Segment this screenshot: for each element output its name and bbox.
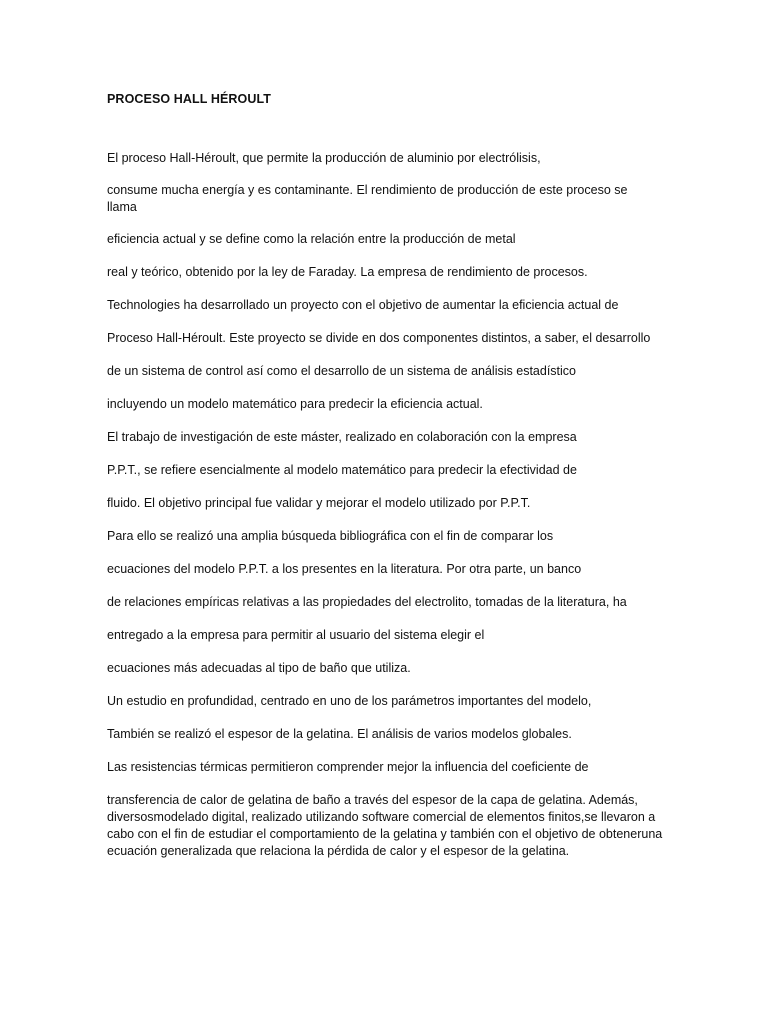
paragraph-line: P.P.T., se refiere esencialmente al modelo matemático para predecir la efectividad de — [107, 463, 577, 477]
paragraph-line: incluyendo un modelo matemático para predecir la eficiencia actual. — [107, 397, 483, 411]
paragraph-line: fluido. El objetivo principal fue validar y mejorar el modelo utilizado por P.P.T. — [107, 496, 531, 510]
paragraph-line: eficiencia actual y se define como la relación entre la producción de metal — [107, 232, 516, 246]
paragraph-block: transferencia de calor de gelatina de baño a través del espesor de la capa de gelatina. Además, diversosmodelado digital, realizado utilizando software comercial de elementos finitos,se llevaron a cabo con el fin de estudiar el comportamiento de la gelatina y también con el objetivo de obteneruna ecuación generalizada que relaciona la pérdida de calor y el espesor de la gelatina. — [107, 793, 663, 858]
document-title: PROCESO HALL HÉROULT — [107, 92, 272, 106]
paragraph-line: real y teórico, obtenido por la ley de Faraday. La empresa de rendimiento de procesos. — [107, 265, 588, 279]
paragraph-line: Un estudio en profundidad, centrado en uno de los parámetros importantes del modelo, — [107, 694, 592, 708]
paragraph-line: Para ello se realizó una amplia búsqueda bibliográfica con el fin de comparar los — [107, 529, 554, 543]
paragraph-line: de relaciones empíricas relativas a las propiedades del electrolito, tomadas de la literatura, ha — [107, 595, 627, 609]
paragraph-line: ecuaciones más adecuadas al tipo de baño que utiliza. — [107, 661, 411, 675]
paragraph-line: Las resistencias térmicas permitieron comprender mejor la influencia del coeficiente de — [107, 760, 589, 774]
paragraph-line: El proceso Hall-Héroult, que permite la producción de aluminio por electrólisis, — [107, 151, 541, 165]
document-body — [107, 150, 667, 860]
paragraph-line: Technologies ha desarrollado un proyecto con el objetivo de aumentar la eficiencia actual de — [107, 298, 619, 312]
paragraph-line: ecuaciones del modelo P.P.T. a los presentes en la literatura. Por otra parte, un banco — [107, 562, 582, 576]
paragraph-line: de un sistema de control así como el desarrollo de un sistema de análisis estadístico — [107, 364, 576, 378]
paragraph-line: El trabajo de investigación de este máster, realizado en colaboración con la empresa — [107, 430, 577, 444]
paragraph-line: También se realizó el espesor de la gelatina. El análisis de varios modelos globales. — [107, 727, 572, 741]
paragraph-line: consume mucha energía y es contaminante. El rendimiento de producción de este proceso se llama — [107, 183, 628, 214]
paragraph-line: entregado a la empresa para permitir al usuario del sistema elegir el — [107, 628, 485, 642]
paragraph-line: Proceso Hall-Héroult. Este proyecto se divide en dos componentes distintos, a saber, el desarrollo — [107, 331, 651, 345]
